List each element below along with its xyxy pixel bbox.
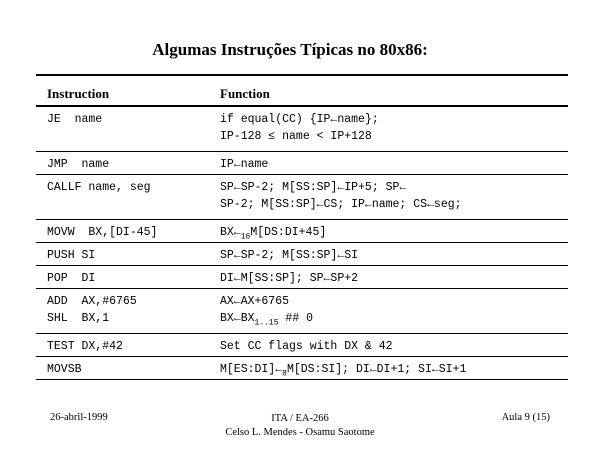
function-text: M[DS:DI+45] bbox=[250, 226, 327, 239]
function-text: ## 0 bbox=[278, 312, 314, 325]
instruction-cell: CALLF name, seg bbox=[47, 181, 151, 194]
table-row bbox=[36, 175, 568, 220]
instruction-cell: PUSH SI bbox=[47, 249, 96, 262]
function-cell: SP←SP-2; M[SS:SP]←IP+5; SP← SP-2; M[SS:SP]←CS; IP←name; CS←seg; bbox=[220, 181, 462, 211]
table-row bbox=[36, 152, 568, 175]
function-cell: SP←SP-2; M[SS:SP]←SI bbox=[220, 249, 359, 262]
function-cell: Set CC flags with DX & 42 bbox=[220, 340, 393, 353]
table-row bbox=[36, 289, 568, 334]
function-cell: IP←name bbox=[220, 158, 269, 171]
function-text: M[ES:DI]← bbox=[220, 363, 283, 376]
instruction-cell: TEST DX,#42 bbox=[47, 340, 123, 353]
function-text: BX← bbox=[220, 226, 241, 239]
footer-date: 26-abril-1999 bbox=[50, 412, 108, 423]
function-text: AX←AX+6765 BX←BX bbox=[220, 295, 290, 325]
table-row bbox=[36, 107, 568, 152]
instruction-cell: MOVSB bbox=[47, 363, 82, 376]
footer-course-line: ITA / EA-266 bbox=[271, 413, 329, 424]
header-instruction: Instruction bbox=[47, 86, 110, 101]
table-header-row bbox=[36, 76, 568, 107]
footer-authors-line: Celso L. Mendes - Osamu Saotome bbox=[225, 427, 375, 438]
instruction-cell: MOVW BX,[DI-45] bbox=[47, 226, 158, 239]
table-row bbox=[36, 220, 568, 243]
function-subscript: 16 bbox=[240, 232, 251, 242]
function-cell bbox=[220, 293, 313, 331]
function-cell bbox=[220, 361, 466, 382]
function-text: M[DS:SI]; DI←DI+1; SI←SI+1 bbox=[286, 363, 467, 376]
instruction-cell: JMP name bbox=[47, 158, 110, 171]
table-row bbox=[36, 334, 568, 357]
instruction-table bbox=[36, 74, 568, 380]
slide-title: Algumas Instruções Típicas no 80x86: bbox=[152, 40, 428, 59]
header-function: Function bbox=[220, 86, 270, 101]
function-subscript: 8 bbox=[282, 369, 287, 379]
table-row bbox=[36, 243, 568, 266]
function-cell: if equal(CC) {IP←name}; IP-128 ≤ name < IP+128 bbox=[220, 113, 379, 143]
footer-page-number: Aula 9 (15) bbox=[501, 412, 550, 423]
function-subscript: 1..15 bbox=[254, 318, 279, 328]
instruction-cell: JE name bbox=[47, 113, 103, 126]
table-row bbox=[36, 357, 568, 379]
instruction-cell: POP DI bbox=[47, 272, 96, 285]
table-row bbox=[36, 266, 568, 289]
function-cell: DI←M[SS:SP]; SP←SP+2 bbox=[220, 272, 359, 285]
instruction-cell: ADD AX,#6765 SHL BX,1 bbox=[47, 295, 137, 325]
